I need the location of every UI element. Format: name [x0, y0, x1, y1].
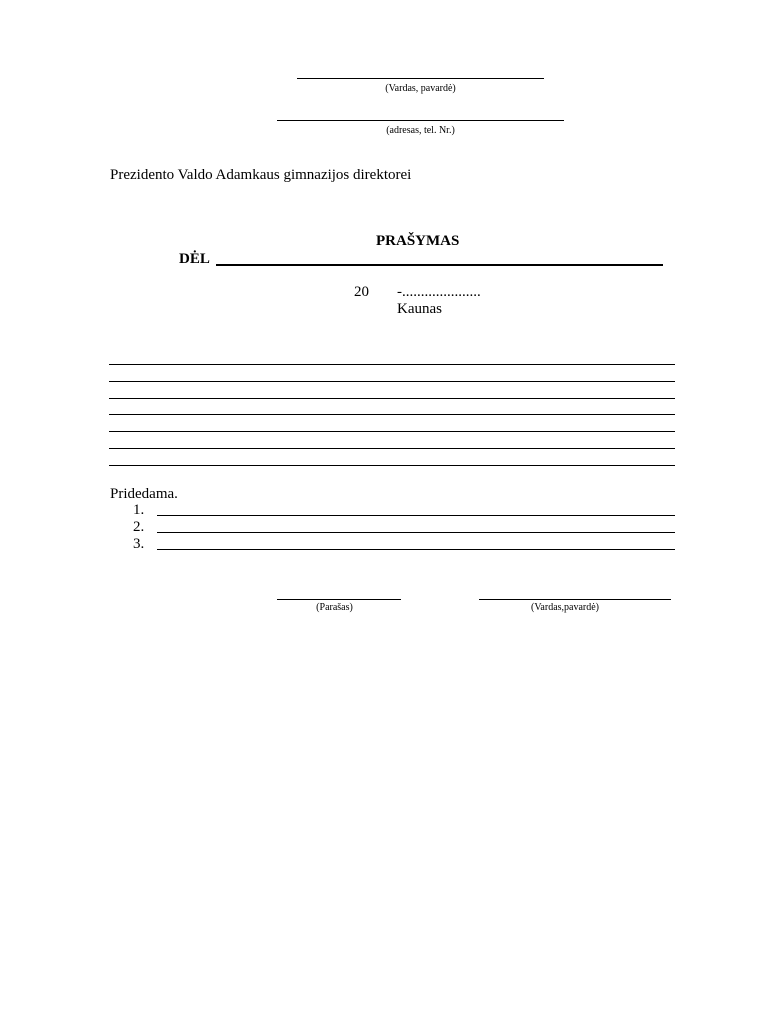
body-line[interactable]: [109, 448, 675, 449]
signature-caption: (Parašas): [316, 602, 353, 613]
body-line[interactable]: [109, 431, 675, 432]
body-line[interactable]: [109, 414, 675, 415]
name-caption: (Vardas, pavardė): [385, 83, 456, 94]
signer-name-caption: (Vardas,pavardė): [530, 602, 600, 613]
date-placeholder[interactable]: -.....................: [397, 284, 481, 300]
city-text: Kaunas: [397, 301, 442, 317]
attachments-label: Pridedama.: [110, 486, 178, 502]
attachment-line[interactable]: [157, 549, 675, 550]
regarding-field-line[interactable]: [216, 264, 663, 266]
attachment-number: 2.: [133, 519, 145, 535]
attachment-line[interactable]: [157, 515, 675, 516]
attachment-number: 1.: [133, 502, 145, 518]
addressee-text: Prezidento Valdo Adamkaus gimnazijos direktorei: [110, 167, 412, 183]
regarding-label: DĖL: [179, 251, 210, 267]
body-line[interactable]: [109, 398, 675, 399]
signer-name-line[interactable]: [479, 599, 671, 600]
year-prefix: 20: [354, 284, 369, 300]
document-title: PRAŠYMAS: [376, 233, 460, 249]
address-field-line[interactable]: [277, 120, 564, 121]
name-field-line[interactable]: [297, 78, 544, 79]
address-caption: (adresas, tel. Nr.): [386, 125, 455, 136]
attachment-line[interactable]: [157, 532, 675, 533]
signature-line[interactable]: [277, 599, 401, 600]
attachment-number: 3.: [133, 536, 145, 552]
body-line[interactable]: [109, 381, 675, 382]
body-line[interactable]: [109, 364, 675, 365]
body-line[interactable]: [109, 465, 675, 466]
